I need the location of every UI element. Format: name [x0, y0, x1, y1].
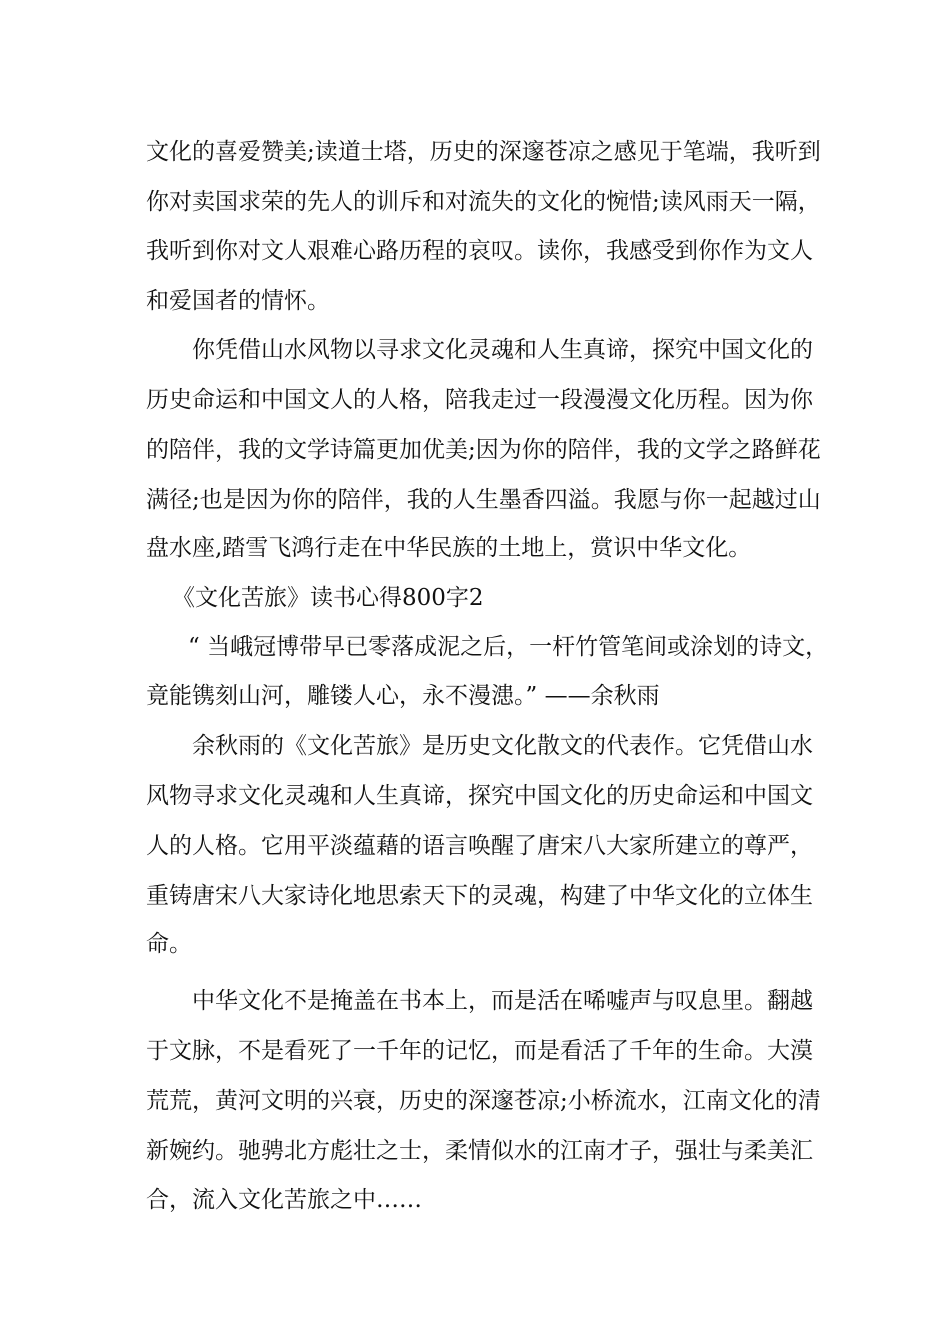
paragraph-line: 文化的喜爱赞美;读道士塔，历史的深邃苍凉之感见于笔端，我听到 — [146, 139, 821, 165]
paragraph-line: 风物寻求文化灵魂和人生真谛，探究中国文化的历史命运和中国文 — [146, 783, 813, 809]
paragraph-line: 历史命运和中国文人的人格，陪我走过一段漫漫文化历程。因为你 — [146, 387, 813, 413]
paragraph-line: 于文脉，不是看死了一千年的记忆，而是看活了千年的生命。大漠 — [146, 1038, 813, 1064]
paragraph-line: 重铸唐宋八大家诗化地思索天下的灵魂，构建了中华文化的立体生 — [146, 883, 813, 909]
paragraph-line: 的陪伴，我的文学诗篇更加优美;因为你的陪伴，我的文学之路鲜花 — [146, 437, 821, 463]
paragraph-line: 荒荒，黄河文明的兴衰，历史的深邃苍凉;小桥流水，江南文化的清 — [146, 1088, 821, 1114]
quote-line: “ 当峨冠博带早已零落成泥之后，一杆竹管笔间或涂划的诗文， — [188, 634, 829, 660]
paragraph-line: 中华文化不是掩盖在书本上，而是活在唏嘘声与叹息里。翻越 — [192, 988, 813, 1014]
paragraph-line: 满径;也是因为你的陪伴，我的人生墨香四溢。我愿与你一起越过山 — [146, 487, 821, 513]
paragraph-line: 我听到你对文人艰难心路历程的哀叹。读你，我感受到你作为文人 — [146, 238, 813, 264]
paragraph-line: 命。 — [146, 931, 192, 957]
paragraph-line: 你对卖国求荣的先人的训斥和对流失的文化的惋惜;读风雨天一隔， — [146, 189, 821, 215]
quote-line: 竟能镌刻山河，雕镂人心，永不漫漶。” ——余秋雨 — [146, 683, 660, 709]
paragraph-line: 人的人格。它用平淡蕴藉的语言唤醒了唐宋八大家所建立的尊严， — [146, 833, 813, 859]
paragraph-line: 盘水座,踏雪飞鸿行走在中华民族的土地上，赏识中华文化。 — [146, 535, 752, 561]
paragraph-line: 新婉约。驰骋北方彪壮之士，柔情似水的江南才子，强壮与柔美汇 — [146, 1138, 813, 1164]
paragraph-line: 余秋雨的《文化苦旅》是历史文化散文的代表作。它凭借山水 — [192, 733, 813, 759]
section-title: 《文化苦旅》读书心得800字2 — [172, 585, 484, 611]
paragraph-line: 你凭借山水风物以寻求文化灵魂和人生真谛，探究中国文化的 — [192, 337, 813, 363]
paragraph-line: 合，流入文化苦旅之中…… — [146, 1187, 422, 1213]
paragraph-line: 和爱国者的情怀。 — [146, 288, 330, 314]
